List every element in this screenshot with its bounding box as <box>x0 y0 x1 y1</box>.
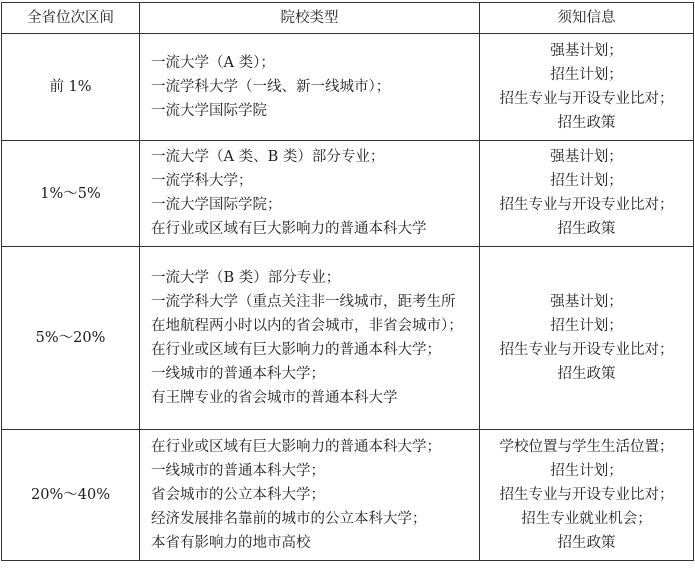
college-type-item: 一流大学（B 类）部分专业； <box>151 269 341 286</box>
note-item: 招生计划； <box>550 317 623 334</box>
college-type-item: 一流大学（A 类、B 类）部分专业； <box>151 149 385 165</box>
college-type-item: 经济发展排名靠前的城市的公立本科大学； <box>151 510 427 527</box>
note-item: 招生政策 <box>557 534 616 551</box>
college-type-item: 在行业或区域有巨大影响力的普通本科大学； <box>151 438 441 455</box>
college-type-cell <box>140 247 480 430</box>
note-item: 招生计划； <box>550 173 623 189</box>
note-item: 招生计划； <box>550 462 623 479</box>
note-item: 强基计划； <box>550 293 623 310</box>
table-row <box>2 141 694 247</box>
college-type-item: 有王牌专业的省会城市的普通本科大学 <box>151 389 398 406</box>
table-row <box>2 247 694 430</box>
note-item: 招生政策 <box>557 114 616 131</box>
table-row <box>2 34 694 141</box>
college-type-item: 一流大学（A 类）； <box>151 54 275 71</box>
college-type-item: 一流大学国际学院 <box>151 102 267 119</box>
header-row <box>2 3 694 34</box>
college-type-item: 一线城市的普通本科大学； <box>151 462 325 479</box>
notes-cell <box>480 34 694 141</box>
college-type-cell <box>140 430 480 561</box>
notes-cell <box>480 141 694 247</box>
note-item: 招生政策 <box>557 365 616 382</box>
notes-cell <box>480 247 694 430</box>
note-item: 强基计划； <box>550 42 623 59</box>
note-item: 招生政策 <box>557 221 616 237</box>
header-rank-range: 全省位次区间 <box>2 3 140 34</box>
note-item: 招生专业与开设专业比对； <box>499 90 674 107</box>
rank-cell: 5%～20% <box>2 247 140 430</box>
college-tier-table <box>1 2 694 561</box>
note-item: 招生专业就业机会； <box>521 510 652 527</box>
college-type-item: 一流大学国际学院； <box>151 197 282 213</box>
header-college-type: 院校类型 <box>140 3 480 34</box>
note-item: 招生专业与开设专业比对； <box>499 197 674 213</box>
table-row <box>2 430 694 561</box>
note-item: 招生专业与开设专业比对； <box>499 341 674 358</box>
notes-cell <box>480 430 694 561</box>
college-type-item: 在行业或区域有巨大影响力的普通本科大学 <box>151 221 427 237</box>
college-type-cell <box>140 141 480 247</box>
college-type-item: 本省有影响力的地市高校 <box>151 534 311 551</box>
college-type-item: 一流学科大学； <box>151 173 253 189</box>
college-type-item: 在行业或区域有巨大影响力的普通本科大学； <box>151 341 441 358</box>
rank-cell: 20%～40% <box>2 430 140 561</box>
college-type-item: 一流学科大学（重点关注非一线城市，距考生所在地航程两小时以内的省会城市，非省会城市）； <box>151 293 463 334</box>
note-item: 强基计划； <box>550 149 623 165</box>
college-type-item: 省会城市的公立本科大学； <box>151 486 325 503</box>
rank-cell: 1%～5% <box>2 141 140 247</box>
college-type-item: 一线城市的普通本科大学； <box>151 365 325 382</box>
header-notes: 须知信息 <box>480 3 694 34</box>
note-item: 招生计划； <box>550 66 623 83</box>
rank-cell: 前 1% <box>2 34 140 141</box>
note-item: 招生专业与开设专业比对； <box>499 486 674 503</box>
college-type-cell <box>140 34 480 141</box>
note-item: 学校位置与学生生活位置； <box>499 438 674 455</box>
college-type-item: 一流学科大学（一线、新一线城市）； <box>151 78 391 95</box>
